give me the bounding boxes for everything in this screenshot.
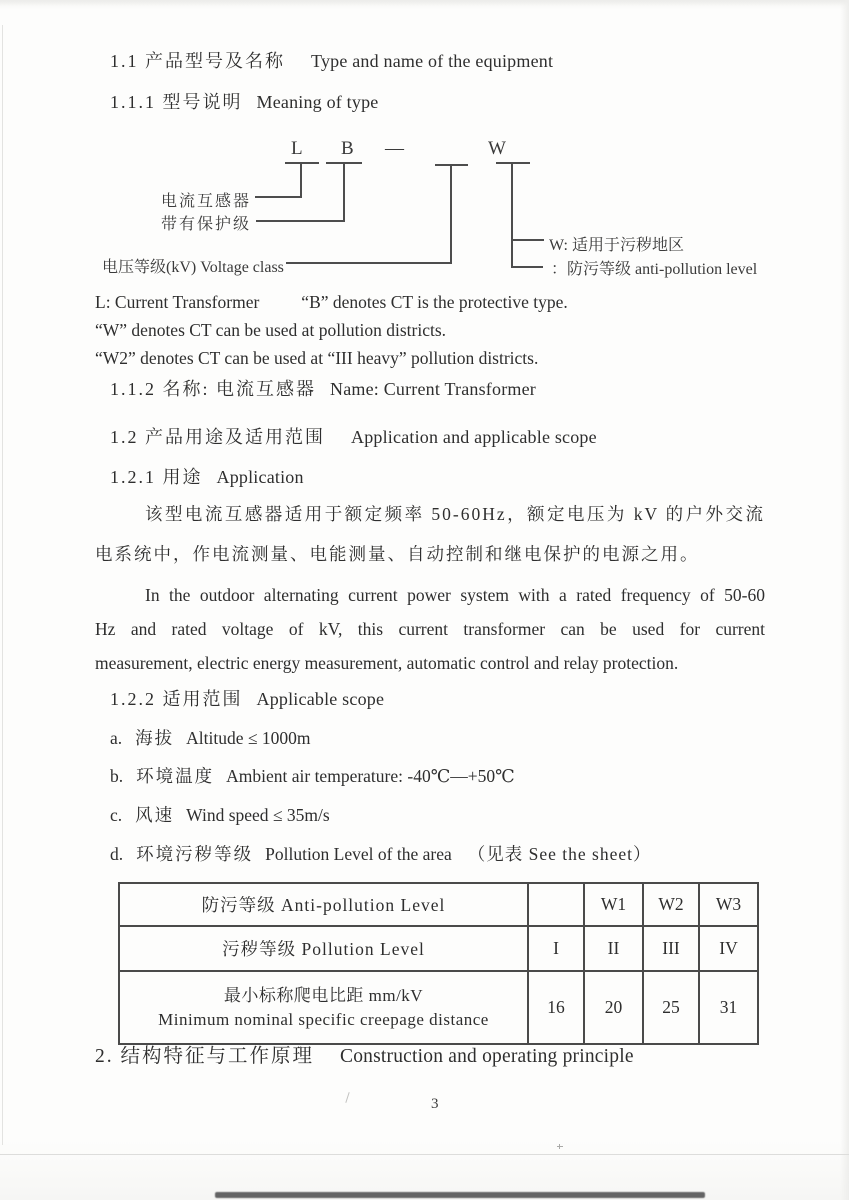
connector-b-horizontal — [256, 220, 345, 222]
scan-speck — [557, 1146, 563, 1147]
scan-speck — [559, 1144, 560, 1149]
note-l: L: Current Transformer — [95, 292, 260, 312]
item-b-prefix: b. — [110, 766, 124, 786]
pollution-level-table — [118, 882, 759, 1045]
heading-1-2-1 — [110, 466, 304, 489]
note-l-and-b — [95, 292, 568, 314]
diagram-symbol-w: W — [488, 138, 506, 159]
heading-1-2-2-en: Applicable scope — [256, 689, 385, 709]
heading-1-2-1-en: Application — [216, 467, 304, 487]
underline-l — [285, 162, 319, 164]
table-row — [119, 926, 758, 971]
connector-voltage-horizontal — [286, 262, 452, 264]
connector-l-horizontal — [255, 196, 302, 198]
row3-cell-2: 20 — [584, 971, 643, 1044]
heading-1-2-cn: 1.2 产品用途及适用范围 — [110, 427, 325, 447]
application-paragraph-cn-line2: 电系统中，作电流测量、电能测量、自动控制和继电保护的电源之用。 — [95, 544, 700, 564]
item-d-prefix: d. — [110, 844, 124, 864]
diagram-symbol-dash: — — [385, 138, 404, 159]
row2-cell-1: I — [528, 926, 584, 971]
heading-1-2-2-cn: 1.2.2 适用范围 — [110, 689, 243, 709]
row3-cell-4: 31 — [699, 971, 758, 1044]
diagram-label-current-transformer: 电流互感器 — [161, 193, 252, 210]
heading-2-cn: 2. 结构特征与工作原理 — [95, 1046, 315, 1067]
note-b: “B” denotes CT is the protective type. — [301, 292, 568, 312]
row1-cell-w2: W2 — [643, 883, 699, 926]
next-page-bleed — [215, 1192, 705, 1198]
scope-item-pollution-level — [110, 844, 651, 866]
item-d-see-sheet: （见表 See the sheet） — [467, 844, 652, 864]
item-d-en: Pollution Level of the area — [265, 844, 452, 864]
scope-item-temperature — [110, 766, 515, 788]
connector-l-vertical — [300, 162, 302, 198]
note-w: “W” denotes CT can be used at pollution districts. — [95, 320, 447, 340]
diagram-label-pollution-district: W: 适用于污秽地区 — [549, 237, 684, 254]
heading-1-2-1-cn: 1.2.1 用途 — [110, 467, 203, 487]
connector-voltage-vertical — [450, 164, 452, 264]
diagram-label-voltage-class: 电压等级(kV) Voltage class — [102, 259, 284, 276]
application-paragraph-en-line3: measurement, electric energy measurement, automatic control and relay protection. — [95, 653, 679, 673]
diagram-symbol-b: B — [341, 138, 354, 159]
scan-left-edge — [2, 25, 3, 1145]
scan-speck — [345, 1092, 349, 1103]
item-a-en: Altitude ≤ 1000m — [186, 728, 311, 748]
connector-w-vertical — [511, 162, 513, 268]
diagram-symbol-l: L — [291, 138, 303, 159]
row1-label: 防污等级 Anti-pollution Level — [119, 883, 528, 926]
heading-1-2-en: Application and applicable scope — [351, 427, 597, 447]
connector-pollution-branch — [511, 266, 543, 268]
item-a-cn: 海拔 — [135, 728, 175, 748]
heading-2-en: Construction and operating principle — [340, 1046, 634, 1067]
heading-1-2 — [110, 426, 597, 449]
application-paragraph-en-line2: Hz and rated voltage of kV, this current transformer can be used for current — [95, 619, 765, 639]
row2-cell-4: IV — [699, 926, 758, 971]
item-d-cn: 环境污秽等级 — [136, 844, 254, 864]
connector-b-vertical — [343, 162, 345, 222]
underline-w — [496, 162, 530, 164]
heading-1-1-1-cn: 1.1.1 型号说明 — [110, 92, 243, 112]
row3-cell-3: 25 — [643, 971, 699, 1044]
heading-1-1-2-en: Name: Current Transformer — [330, 379, 536, 399]
heading-2 — [95, 1045, 634, 1069]
heading-1-1-1 — [110, 91, 378, 114]
row1-cell-blank — [528, 883, 584, 926]
heading-1-1-2-cn: 1.1.2 名称: 电流互感器 — [110, 379, 317, 399]
row2-label: 污秽等级 Pollution Level — [119, 926, 528, 971]
application-paragraph-en-line1: In the outdoor alternating current power system with a rated frequency of 50-60 — [145, 585, 765, 605]
item-b-cn: 环境温度 — [136, 766, 215, 786]
row3-label — [119, 971, 528, 1044]
scan-right-edge — [840, 0, 849, 1200]
diagram-label-antipollution-level: ：防污等级 anti-pollution level — [551, 261, 758, 278]
row3-label-en: Minimum nominal specific creepage distance — [158, 1009, 489, 1029]
table-row — [119, 971, 758, 1044]
row2-cell-2: II — [584, 926, 643, 971]
item-c-cn: 风速 — [135, 805, 175, 825]
scan-fold-line — [0, 1154, 849, 1155]
table-row — [119, 883, 758, 926]
heading-1-1-1-en: Meaning of type — [256, 92, 379, 112]
heading-1-1-cn: 1.1 产品型号及名称 — [110, 51, 285, 71]
connector-w-branch — [511, 239, 544, 241]
item-b-en: Ambient air temperature: -40℃—+50℃ — [226, 766, 515, 786]
row3-cell-1: 16 — [528, 971, 584, 1044]
heading-1-1-en: Type and name of the equipment — [311, 51, 554, 71]
heading-1-1-2 — [110, 378, 536, 401]
page-number: 3 — [431, 1096, 439, 1112]
scan-top-edge — [0, 0, 849, 6]
diagram-label-protective-class: 带有保护级 — [161, 216, 252, 233]
scope-item-wind-speed — [110, 805, 330, 827]
application-paragraph-cn-line1: 该型电流互感器适用于额定频率 50-60Hz，额定电压为 kV 的户外交流 — [145, 504, 765, 524]
note-w2: “W2” denotes CT can be used at “III heavy” pollution districts. — [95, 348, 539, 368]
row1-cell-w1: W1 — [584, 883, 643, 926]
row1-cell-w3: W3 — [699, 883, 758, 926]
scope-item-altitude — [110, 728, 310, 750]
item-a-prefix: a. — [110, 728, 123, 748]
heading-1-1 — [110, 50, 553, 73]
row3-label-cn: 最小标称爬电比距 mm/kV — [223, 985, 424, 1005]
row2-cell-3: III — [643, 926, 699, 971]
item-c-prefix: c. — [110, 805, 123, 825]
item-c-en: Wind speed ≤ 35m/s — [186, 805, 330, 825]
heading-1-2-2 — [110, 688, 384, 711]
